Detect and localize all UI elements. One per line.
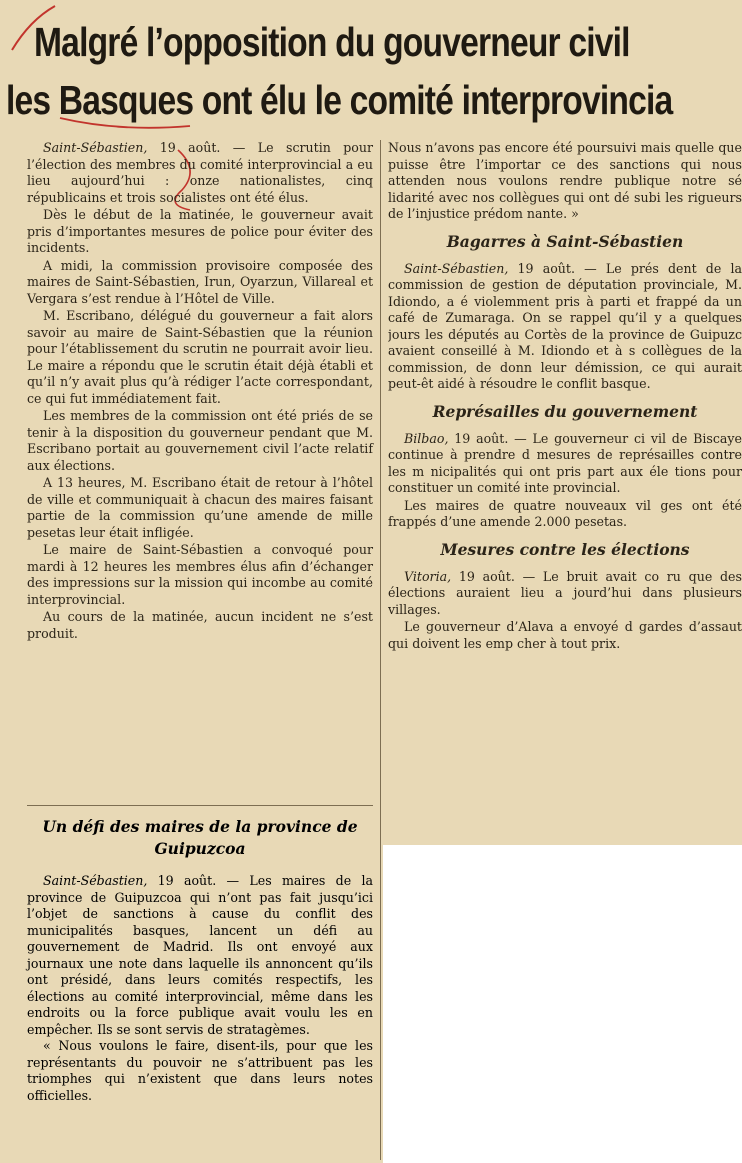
dateline: Bilbao, xyxy=(404,430,449,446)
dateline: Saint-Sébastien, xyxy=(404,260,509,276)
paragraph: A 13 heures, M. Escribano était de retour à l’hôtel de ville et communiquait à chacun des maires faisant partie de la commission qu’une amende de mille pesetas leur était infligée. xyxy=(27,475,373,540)
paragraph: « Nous voulons le faire, disent-ils, pour que les représentants du pouvoir ne s’attribuent pas les triomphes qui n’existent que dans leurs notes officielles. xyxy=(27,1038,373,1103)
defi-article-body xyxy=(27,873,373,1104)
lead-paragraph xyxy=(388,431,742,497)
headline-line-2: les Basques ont élu le comité interprovincia xyxy=(6,77,673,123)
dateline: Saint-Sébastien, xyxy=(43,140,148,155)
paragraph: Le gouverneur d’Alava a envoyé d gardes d’assaut qui doivent les emp cher à tout prix. xyxy=(388,619,742,651)
date: 19 août. — xyxy=(454,430,533,446)
date: 19 août. — xyxy=(159,140,258,155)
paragraph: Le maire de Saint-Sébastien a convoqué pour mardi à 12 heures les membres élus afin d’échanger des impressions sur la mission qui incombe au comité interprovincial. xyxy=(27,542,373,607)
headline-line-1: Malgré l’opposition du gouverneur civil xyxy=(34,19,630,65)
column-divider xyxy=(380,140,381,1160)
paragraph: Les membres de la commission ont été priés de se tenir à la disposition du gouverneur pendant que M. Escribano portait au gouvernement civil l’acte relatif aux élections. xyxy=(27,408,373,473)
paragraph: A midi, la commission provisoire composée des maires de Saint-Sébastien, Irun, Oyarzun, Villareal et Vergara s’est rendue à l’Hôtel de Ville. xyxy=(27,257,373,306)
lead-paragraph xyxy=(388,261,742,393)
defi-section-header xyxy=(27,808,373,868)
paragraph: Les maires de quatre nouveaux vil ges ont été frappés d’une amende 2.000 pesetas. xyxy=(388,497,742,529)
dateline: Vitoria, xyxy=(404,568,452,584)
subhead-represailles: Représailles du gouvernement xyxy=(432,401,698,421)
lead-paragraph xyxy=(27,873,373,1038)
subhead-bagarres: Bagarres à Saint-Sébastien xyxy=(446,231,684,251)
paragraph: Le scrutin pour l’élection des membres du comité interprovincial a eu lieu aujourd’hui : onze nationalistes, cinq républicains et trois socialistes ont été élus. xyxy=(27,140,373,205)
paragraph: Au cours de la matinée, aucun incident ne s’est produit. xyxy=(27,609,373,641)
date: 19 août. — xyxy=(458,568,543,584)
lead-paragraph xyxy=(27,140,373,206)
paragraph: Les maires de la province de Guipuzcoa qui n’ont pas fait jusqu’ici l’objet de sanctions à cause du conflit des municipalités basques, lancent un défi au gouvernement de Madrid. Ils ont envoyé aux journaux une note dans laquelle ils annoncent qu’ils ont présidé, dans leurs comités respectifs, les élections au comité interprovincial, même dans les endroits ou la force publique avait voulu les en empêcher. Ils se sont servis de stratagèmes. xyxy=(27,873,373,1037)
paragraph: Dès le début de la matinée, le gouverneur avait pris d’importantes mesures de police pour éviter des incidents. xyxy=(27,207,373,255)
paragraph: Le bruit avait co ru que des élections auraient lieu a jourd’hui dans plusieurs villages. xyxy=(388,568,742,617)
left-article-column xyxy=(27,140,373,643)
paragraph: M. Escribano, délégué du gouverneur a fait alors savoir au maire de Saint-Sébastien que la réunion pour l’établissement du scrutin ne pourrait avoir lieu. Le maire a répondu que le scrutin était déjà établi et qu’il n’y avait plus qu’à rédiger l’acte correspondant, ce qui fut immédiatement fait. xyxy=(27,308,373,406)
paragraph: Le gouverneur ci vil de Biscaye continue à prendre d mesures de représailles contre les m nicipalités qui ont pris part aux éle tions pour constituer un comité inte provincial. xyxy=(388,430,742,495)
date: 19 août. — xyxy=(517,260,606,276)
paragraph: Le prés dent de la commission de gestion de députation provinciale, M. Idiondo, a é violemment pris à parti et frappé da un café de Zumaraga. On se rappel qu’il y a quelques jours les députés au Cortès de la province de Guipuzc avaient conseillé à M. Idiondo et à s collègues de la commission, de donn leur démission, ce qui aurait peut-êt aidé à résoudre le conflit basque. xyxy=(388,260,742,391)
date: 19 août. — xyxy=(157,873,250,888)
right-article-column xyxy=(388,140,742,653)
section-divider xyxy=(27,805,373,806)
subhead-mesures: Mesures contre les élections xyxy=(440,539,690,559)
lead-paragraph xyxy=(388,569,742,619)
continuation-paragraph: Nous n’avons pas encore été poursuivi mais quelle que puisse être l’importar ce des sanctions qui nous attenden nous voulons rendre publique notre sé lidarité avec nos collègues qui ont dé subi les rigueurs de l’injustice prédom nante. » xyxy=(388,140,742,221)
dateline: Saint-Sébastien, xyxy=(43,873,148,888)
subhead-defi: Un défi des maires de la province de Guipuzcoa xyxy=(42,817,358,858)
